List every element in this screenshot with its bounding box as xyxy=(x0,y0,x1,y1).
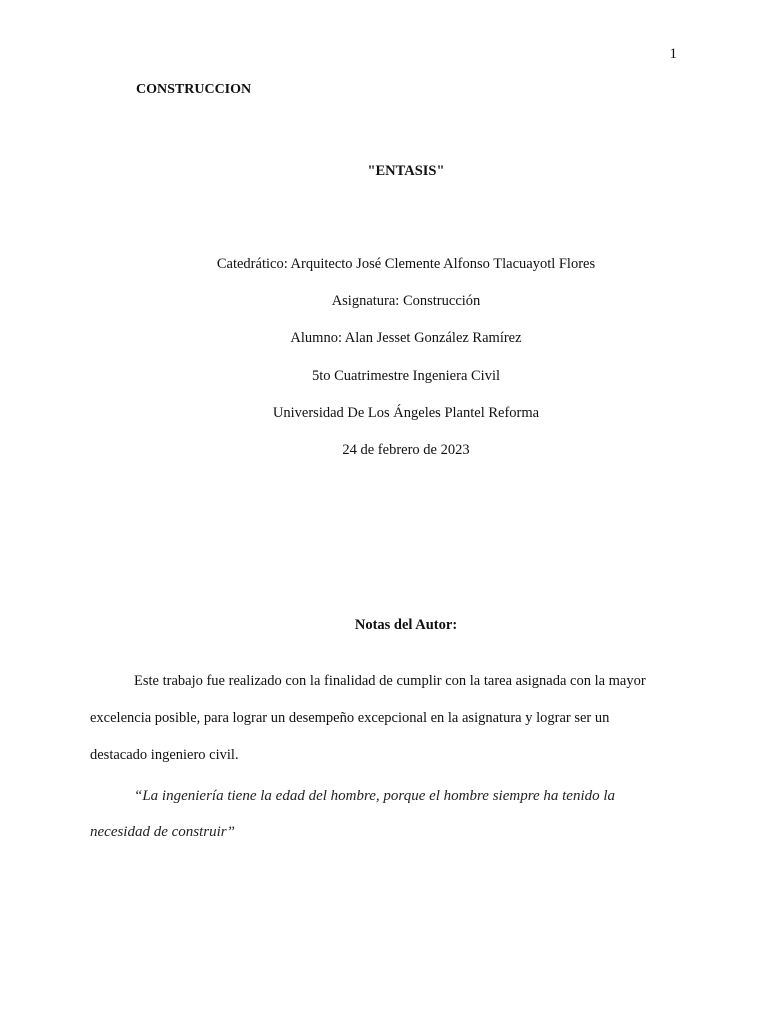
author-notes-heading: Notas del Autor: xyxy=(354,617,458,633)
document-title: "ENTASIS" xyxy=(367,163,445,179)
quote-line: necesidad de construir” xyxy=(90,824,235,840)
professor-line: Catedrático: Arquitecto José Clemente Alfonso Tlacuayotl Flores xyxy=(216,256,596,272)
title-block xyxy=(0,255,768,478)
author-notes-paragraph xyxy=(90,663,680,774)
subject-line: Asignatura: Construcción xyxy=(331,293,481,310)
quote-line: “La ingeniería tiene la edad del hombre, porque el hombre siempre ha tenido la xyxy=(134,788,616,804)
running-head: CONSTRUCCION xyxy=(136,82,252,97)
page-number: 1 xyxy=(669,46,677,62)
date-line: 24 de febrero de 2023 xyxy=(342,441,470,458)
university-line: Universidad De Los Ángeles Plantel Reforma xyxy=(272,404,540,421)
author-notes-line: excelencia posible, para lograr un desempeño excepcional en la asignatura y lograr ser un xyxy=(90,710,610,726)
student-line: Alumno: Alan Jesset González Ramírez xyxy=(290,330,522,347)
term-line: 5to Cuatrimestre Ingeniera Civil xyxy=(311,367,501,384)
epigraph-quote xyxy=(90,778,690,850)
author-notes-line: Este trabajo fue realizado con la finalidad de cumplir con la tarea asignada con la mayor xyxy=(134,673,646,689)
author-notes-line: destacado ingeniero civil. xyxy=(90,747,239,763)
